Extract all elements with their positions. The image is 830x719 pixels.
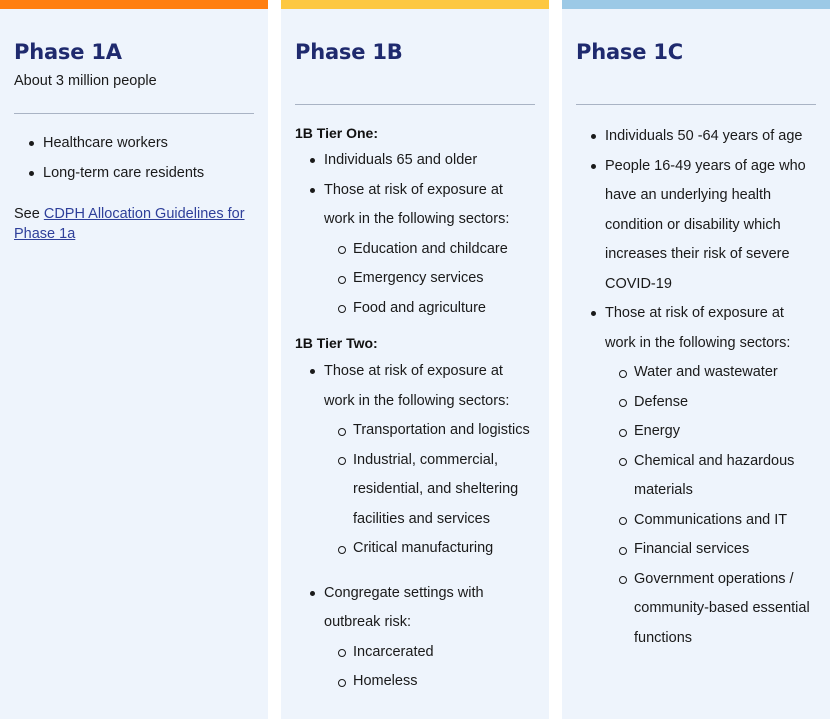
phase-1b-title: Phase 1B <box>295 40 403 64</box>
sector-item: Financial services <box>605 535 816 565</box>
phase-1b-divider <box>295 104 535 105</box>
list-item: People 16-49 years of age who have an underlying health condition or disability which increases their risk of severe COVID-19 <box>576 152 816 300</box>
tier-two-list <box>295 357 535 697</box>
list-item-text: Congregate settings with outbreak risk: <box>324 584 484 630</box>
phase-1a-subtitle: About 3 million people <box>14 73 157 89</box>
sector-item: Chemical and hazardous materials <box>605 447 816 506</box>
list-item: Individuals 65 and older <box>295 146 535 176</box>
list-item: Long-term care residents <box>14 159 254 189</box>
sector-item: Transportation and logistics <box>324 416 535 446</box>
see-prefix: See <box>14 206 44 222</box>
tier-two-sector-list <box>324 416 535 564</box>
sector-item: Emergency services <box>324 264 535 294</box>
list-item: Individuals 50 -64 years of age <box>576 122 816 152</box>
phase-1c-title: Phase 1C <box>576 40 683 64</box>
congregate-settings-list <box>324 638 535 697</box>
sector-item: Government operations / community-based essential functions <box>605 565 816 654</box>
phase-1a-guidelines-note <box>14 204 254 244</box>
phase-1c-list <box>576 122 816 653</box>
sector-item: Education and childcare <box>324 235 535 265</box>
setting-item: Homeless <box>324 667 535 697</box>
list-item <box>295 579 535 697</box>
phase-1a-list <box>14 129 254 188</box>
sector-item: Water and wastewater <box>605 358 816 388</box>
sector-item: Critical manufacturing <box>324 534 535 564</box>
phase-1c-sector-list <box>605 358 816 653</box>
tier-one-list <box>295 146 535 323</box>
phase-1a-title: Phase 1A <box>14 40 122 64</box>
list-item: Healthcare workers <box>14 129 254 159</box>
phase-1c-card <box>562 0 830 719</box>
phase-1a-color-bar <box>0 0 268 9</box>
list-item-text: Those at risk of exposure at work in the following sectors: <box>605 305 791 351</box>
sector-item: Industrial, commercial, residential, and sheltering facilities and services <box>324 446 535 535</box>
cdph-guidelines-link[interactable]: CDPH Allocation Guidelines for Phase 1a <box>14 206 245 242</box>
list-item-text: Those at risk of exposure at work in the following sectors: <box>324 181 510 227</box>
sector-item: Defense <box>605 388 816 418</box>
list-item <box>295 176 535 324</box>
tier-one-label: 1B Tier One: <box>295 125 378 141</box>
phase-1a-card <box>0 0 268 719</box>
list-item-text: Those at risk of exposure at work in the following sectors: <box>324 363 510 409</box>
sector-item: Food and agriculture <box>324 294 535 324</box>
tier-one-sector-list <box>324 235 535 324</box>
phase-1a-divider <box>14 113 254 114</box>
sector-item: Energy <box>605 417 816 447</box>
phase-1b-color-bar <box>281 0 549 9</box>
phase-1c-divider <box>576 104 816 105</box>
phase-1c-color-bar <box>562 0 830 9</box>
list-item <box>295 357 535 564</box>
tier-two-label: 1B Tier Two: <box>295 335 378 351</box>
setting-item: Incarcerated <box>324 638 535 668</box>
sector-item: Communications and IT <box>605 506 816 536</box>
list-item <box>576 299 816 653</box>
phase-1b-card <box>281 0 549 719</box>
